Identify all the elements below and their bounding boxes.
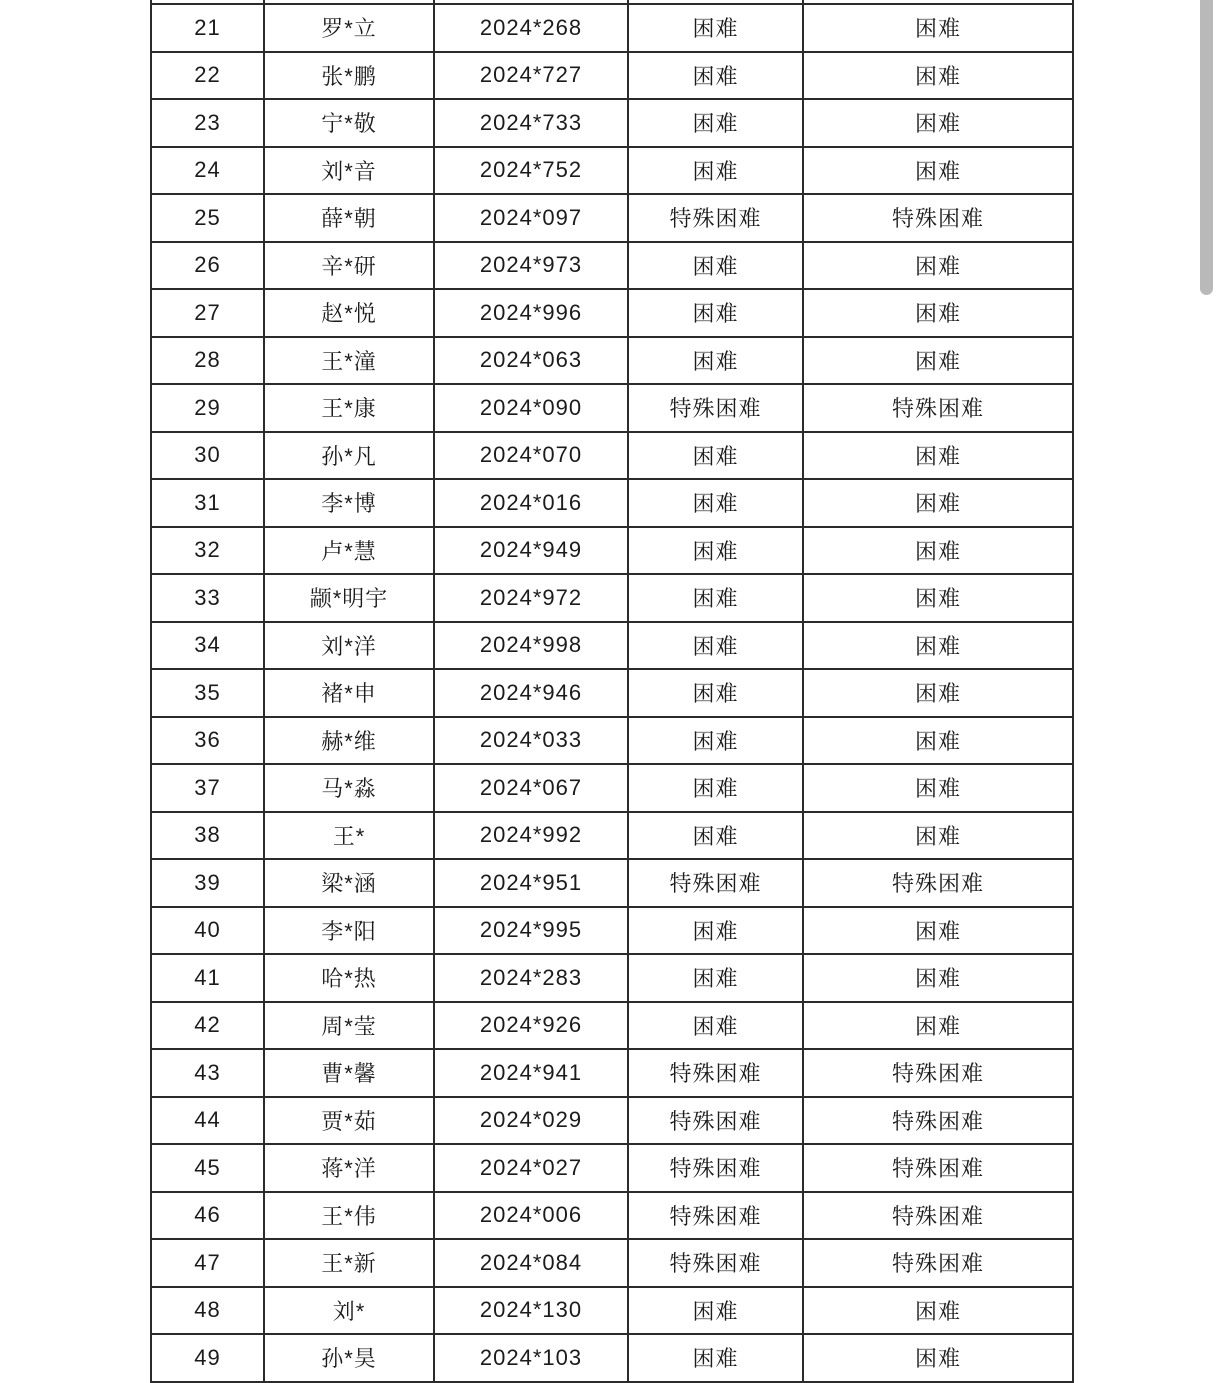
row-number-cell: 25	[151, 194, 264, 242]
row-number-cell: 28	[151, 337, 264, 385]
hardship-level-cell: 困难	[628, 527, 803, 575]
hardship-level-cell: 困难	[628, 1287, 803, 1335]
name-cell: 梁*涵	[264, 859, 434, 907]
hardship-level-cell: 困难	[628, 479, 803, 527]
student-id-cell: 2024*090	[434, 384, 628, 432]
table-row	[151, 99, 1073, 147]
assessed-level-cell: 困难	[803, 1287, 1073, 1335]
hardship-level-cell: 特殊困难	[628, 1239, 803, 1287]
row-number-cell: 29	[151, 384, 264, 432]
hardship-level-cell: 特殊困难	[628, 1097, 803, 1145]
name-cell: 王*康	[264, 384, 434, 432]
student-id-cell: 2024*995	[434, 907, 628, 955]
assessed-level-cell: 困难	[803, 527, 1073, 575]
assessed-level-cell: 困难	[803, 717, 1073, 765]
student-id-cell: 2024*946	[434, 669, 628, 717]
hardship-level-cell: 困难	[628, 622, 803, 670]
row-number-cell: 44	[151, 1097, 264, 1145]
student-id-cell: 2024*067	[434, 764, 628, 812]
hardship-list-table-wrap	[150, 0, 1074, 1383]
row-number-cell: 27	[151, 289, 264, 337]
hardship-level-cell: 困难	[628, 432, 803, 480]
row-number-cell: 26	[151, 242, 264, 290]
hardship-level-cell: 困难	[628, 812, 803, 860]
row-number-cell: 37	[151, 764, 264, 812]
name-cell: 张*鹏	[264, 52, 434, 100]
student-id-cell: 2024*070	[434, 432, 628, 480]
hardship-level-cell: 特殊困难	[628, 1144, 803, 1192]
hardship-list-table	[150, 0, 1074, 1383]
student-id-cell: 2024*283	[434, 954, 628, 1002]
student-id-cell: 2024*951	[434, 859, 628, 907]
name-cell: 李*博	[264, 479, 434, 527]
row-number-cell: 22	[151, 52, 264, 100]
name-cell: 王*伟	[264, 1192, 434, 1240]
name-cell: 卢*慧	[264, 527, 434, 575]
name-cell: 王*新	[264, 1239, 434, 1287]
vertical-scrollbar-thumb[interactable]	[1200, 0, 1213, 295]
student-id-cell: 2024*097	[434, 194, 628, 242]
assessed-level-cell: 困难	[803, 669, 1073, 717]
row-number-cell: 32	[151, 527, 264, 575]
assessed-level-cell: 特殊困难	[803, 1239, 1073, 1287]
name-cell: 刘*音	[264, 147, 434, 195]
name-cell: 刘*	[264, 1287, 434, 1335]
hardship-level-cell: 特殊困难	[628, 859, 803, 907]
table-row	[151, 1287, 1073, 1335]
table-row	[151, 384, 1073, 432]
hardship-level-cell: 困难	[628, 764, 803, 812]
table-row	[151, 4, 1073, 52]
table-row	[151, 907, 1073, 955]
row-number-cell: 24	[151, 147, 264, 195]
hardship-level-cell: 困难	[628, 907, 803, 955]
student-id-cell: 2024*033	[434, 717, 628, 765]
assessed-level-cell: 特殊困难	[803, 1144, 1073, 1192]
assessed-level-cell: 特殊困难	[803, 1049, 1073, 1097]
assessed-level-cell: 困难	[803, 812, 1073, 860]
name-cell: 罗*立	[264, 4, 434, 52]
assessed-level-cell: 困难	[803, 764, 1073, 812]
hardship-level-cell: 困难	[628, 717, 803, 765]
student-id-cell: 2024*972	[434, 574, 628, 622]
assessed-level-cell: 困难	[803, 337, 1073, 385]
name-cell: 赵*悦	[264, 289, 434, 337]
row-number-cell: 30	[151, 432, 264, 480]
hardship-level-cell: 困难	[628, 242, 803, 290]
student-id-cell: 2024*992	[434, 812, 628, 860]
hardship-level-cell: 困难	[628, 574, 803, 622]
row-number-cell: 42	[151, 1002, 264, 1050]
student-id-cell: 2024*973	[434, 242, 628, 290]
assessed-level-cell: 困难	[803, 1002, 1073, 1050]
assessed-level-cell: 特殊困难	[803, 859, 1073, 907]
student-id-cell: 2024*027	[434, 1144, 628, 1192]
table-row	[151, 52, 1073, 100]
row-number-cell: 41	[151, 954, 264, 1002]
name-cell: 宁*敬	[264, 99, 434, 147]
table-row	[151, 574, 1073, 622]
name-cell: 颛*明宇	[264, 574, 434, 622]
row-number-cell: 38	[151, 812, 264, 860]
table-body	[151, 0, 1073, 1382]
hardship-level-cell: 困难	[628, 337, 803, 385]
student-id-cell: 2024*268	[434, 4, 628, 52]
student-id-cell: 2024*006	[434, 1192, 628, 1240]
table-row	[151, 954, 1073, 1002]
student-id-cell: 2024*996	[434, 289, 628, 337]
assessed-level-cell: 困难	[803, 479, 1073, 527]
hardship-level-cell: 困难	[628, 1002, 803, 1050]
table-row	[151, 1049, 1073, 1097]
hardship-level-cell: 困难	[628, 147, 803, 195]
hardship-level-cell: 困难	[628, 954, 803, 1002]
row-number-cell: 43	[151, 1049, 264, 1097]
row-number-cell: 23	[151, 99, 264, 147]
name-cell: 赫*维	[264, 717, 434, 765]
assessed-level-cell: 困难	[803, 432, 1073, 480]
table-row	[151, 622, 1073, 670]
hardship-level-cell: 困难	[628, 99, 803, 147]
table-row	[151, 1334, 1073, 1382]
hardship-level-cell: 困难	[628, 4, 803, 52]
name-cell: 褚*申	[264, 669, 434, 717]
table-row	[151, 1192, 1073, 1240]
hardship-level-cell: 特殊困难	[628, 1192, 803, 1240]
table-row	[151, 432, 1073, 480]
row-number-cell: 40	[151, 907, 264, 955]
assessed-level-cell: 困难	[803, 4, 1073, 52]
row-number-cell: 36	[151, 717, 264, 765]
hardship-level-cell: 特殊困难	[628, 1049, 803, 1097]
row-number-cell: 35	[151, 669, 264, 717]
assessed-level-cell: 困难	[803, 99, 1073, 147]
table-row	[151, 717, 1073, 765]
assessed-level-cell: 困难	[803, 289, 1073, 337]
name-cell: 哈*热	[264, 954, 434, 1002]
table-row	[151, 1239, 1073, 1287]
table-row	[151, 527, 1073, 575]
student-id-cell: 2024*084	[434, 1239, 628, 1287]
name-cell: 薛*朝	[264, 194, 434, 242]
student-id-cell: 2024*016	[434, 479, 628, 527]
hardship-level-cell: 困难	[628, 669, 803, 717]
assessed-level-cell: 困难	[803, 52, 1073, 100]
name-cell: 王*	[264, 812, 434, 860]
table-row	[151, 337, 1073, 385]
name-cell: 周*莹	[264, 1002, 434, 1050]
name-cell: 李*阳	[264, 907, 434, 955]
assessed-level-cell: 困难	[803, 574, 1073, 622]
hardship-level-cell: 困难	[628, 52, 803, 100]
table-row	[151, 669, 1073, 717]
row-number-cell: 31	[151, 479, 264, 527]
hardship-level-cell: 特殊困难	[628, 194, 803, 242]
table-row	[151, 1002, 1073, 1050]
assessed-level-cell: 困难	[803, 147, 1073, 195]
table-row	[151, 764, 1073, 812]
name-cell: 刘*洋	[264, 622, 434, 670]
student-id-cell: 2024*029	[434, 1097, 628, 1145]
row-number-cell: 48	[151, 1287, 264, 1335]
student-id-cell: 2024*103	[434, 1334, 628, 1382]
assessed-level-cell: 困难	[803, 1334, 1073, 1382]
student-id-cell: 2024*926	[434, 1002, 628, 1050]
row-number-cell: 33	[151, 574, 264, 622]
assessed-level-cell: 困难	[803, 907, 1073, 955]
row-number-cell: 46	[151, 1192, 264, 1240]
assessed-level-cell: 特殊困难	[803, 194, 1073, 242]
row-number-cell: 45	[151, 1144, 264, 1192]
assessed-level-cell: 困难	[803, 622, 1073, 670]
row-number-cell: 34	[151, 622, 264, 670]
name-cell: 王*潼	[264, 337, 434, 385]
table-row	[151, 1144, 1073, 1192]
table-row	[151, 1097, 1073, 1145]
assessed-level-cell: 特殊困难	[803, 384, 1073, 432]
hardship-level-cell: 特殊困难	[628, 384, 803, 432]
table-row	[151, 859, 1073, 907]
student-id-cell: 2024*949	[434, 527, 628, 575]
name-cell: 贾*茹	[264, 1097, 434, 1145]
table-row	[151, 242, 1073, 290]
assessed-level-cell: 特殊困难	[803, 1097, 1073, 1145]
student-id-cell: 2024*063	[434, 337, 628, 385]
name-cell: 曹*馨	[264, 1049, 434, 1097]
hardship-level-cell: 困难	[628, 289, 803, 337]
name-cell: 马*淼	[264, 764, 434, 812]
student-id-cell: 2024*941	[434, 1049, 628, 1097]
name-cell: 蒋*洋	[264, 1144, 434, 1192]
row-number-cell: 47	[151, 1239, 264, 1287]
row-number-cell: 21	[151, 4, 264, 52]
row-number-cell: 39	[151, 859, 264, 907]
hardship-level-cell: 困难	[628, 1334, 803, 1382]
assessed-level-cell: 特殊困难	[803, 1192, 1073, 1240]
assessed-level-cell: 困难	[803, 954, 1073, 1002]
assessed-level-cell: 困难	[803, 242, 1073, 290]
student-id-cell: 2024*752	[434, 147, 628, 195]
student-id-cell: 2024*130	[434, 1287, 628, 1335]
student-id-cell: 2024*727	[434, 52, 628, 100]
table-row	[151, 289, 1073, 337]
student-id-cell: 2024*998	[434, 622, 628, 670]
table-row	[151, 147, 1073, 195]
table-row	[151, 479, 1073, 527]
row-number-cell: 49	[151, 1334, 264, 1382]
table-row	[151, 812, 1073, 860]
name-cell: 孙*凡	[264, 432, 434, 480]
student-id-cell: 2024*733	[434, 99, 628, 147]
table-row	[151, 194, 1073, 242]
name-cell: 孙*昊	[264, 1334, 434, 1382]
name-cell: 辛*研	[264, 242, 434, 290]
